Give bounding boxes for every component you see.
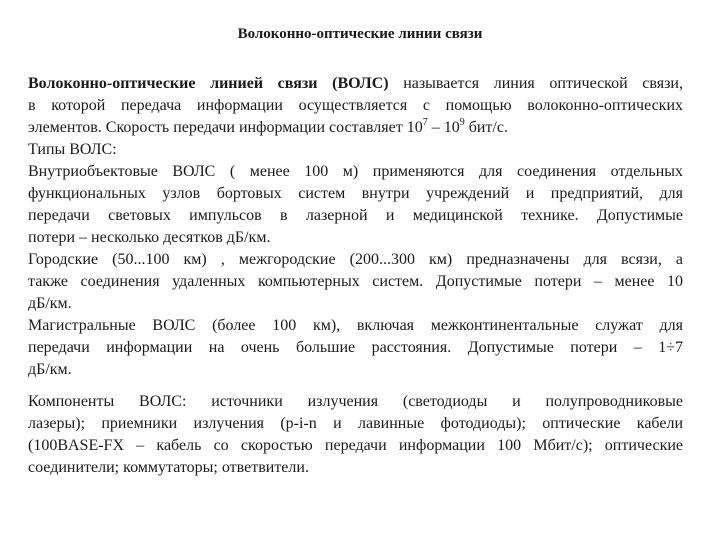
trunk-line-3: дБ/км. [28, 361, 72, 378]
trunk-line-2: передачи информации на очень большие расстояния. Допустимые потери – 1÷7 [28, 339, 683, 356]
intro-line-1-rest: называется линия оптической связи, [388, 75, 683, 92]
speed-exponent-min: 7 [422, 117, 428, 128]
intro-line-3 [28, 118, 508, 138]
intro-line-1 [28, 74, 683, 94]
intro-speed-dash: – 10 [427, 119, 460, 136]
intro-speed-text: элементов. Скорость передачи информации составляет 10 [28, 119, 423, 136]
city-line-1: Городские (50...100 км) , межгородские (200...300 км) предназначены для всязи, а [28, 251, 683, 268]
components-line-3: (100BASE-FX – кабель со скоростью передачи информации 100 Мбит/с); оптические [28, 437, 683, 454]
intra-line-2: функциональных узлов бортовых систем внутри учреждений и предприятий, для [28, 185, 683, 202]
intra-line-1: Внутриобъектовые ВОЛС ( менее 100 м) применяются для соединения отдельных [28, 163, 683, 180]
intra-line-4: потери – несколько десятков дБ/км. [28, 229, 271, 246]
components-line-1: Компоненты ВОЛС: источники излучения (светодиоды и полупроводниковые [28, 393, 683, 410]
city-line-2: также соединения удаленных компьютерных систем. Допустимые потери – менее 10 [28, 273, 683, 290]
intra-line-3: передачи световых импульсов в лазерной и медицинской технике. Допустимые [28, 207, 683, 224]
city-line-3: дБ/км. [28, 295, 72, 312]
intro-bold-term: Волоконно-оптические линией связи (ВОЛС) [28, 75, 389, 92]
speed-exponent-max: 9 [459, 117, 465, 128]
intro-speed-unit: бит/с. [464, 119, 508, 136]
components-line-2: лазеры); приемники излучения (p-i-n и лавинные фотодиоды); оптические кабели [28, 415, 683, 432]
types-heading: Типы ВОЛС: [28, 141, 117, 158]
trunk-line-1: Магистральные ВОЛС (более 100 км), включая межконтинентальные служат для [28, 317, 683, 334]
intro-line-2: в которой передача информации осуществляется с помощью волоконно-оптических [28, 97, 683, 114]
slide-title: Волоконно-оптические линии связи [237, 26, 483, 42]
components-line-4: соединители; коммутаторы; ответвители. [28, 459, 309, 476]
